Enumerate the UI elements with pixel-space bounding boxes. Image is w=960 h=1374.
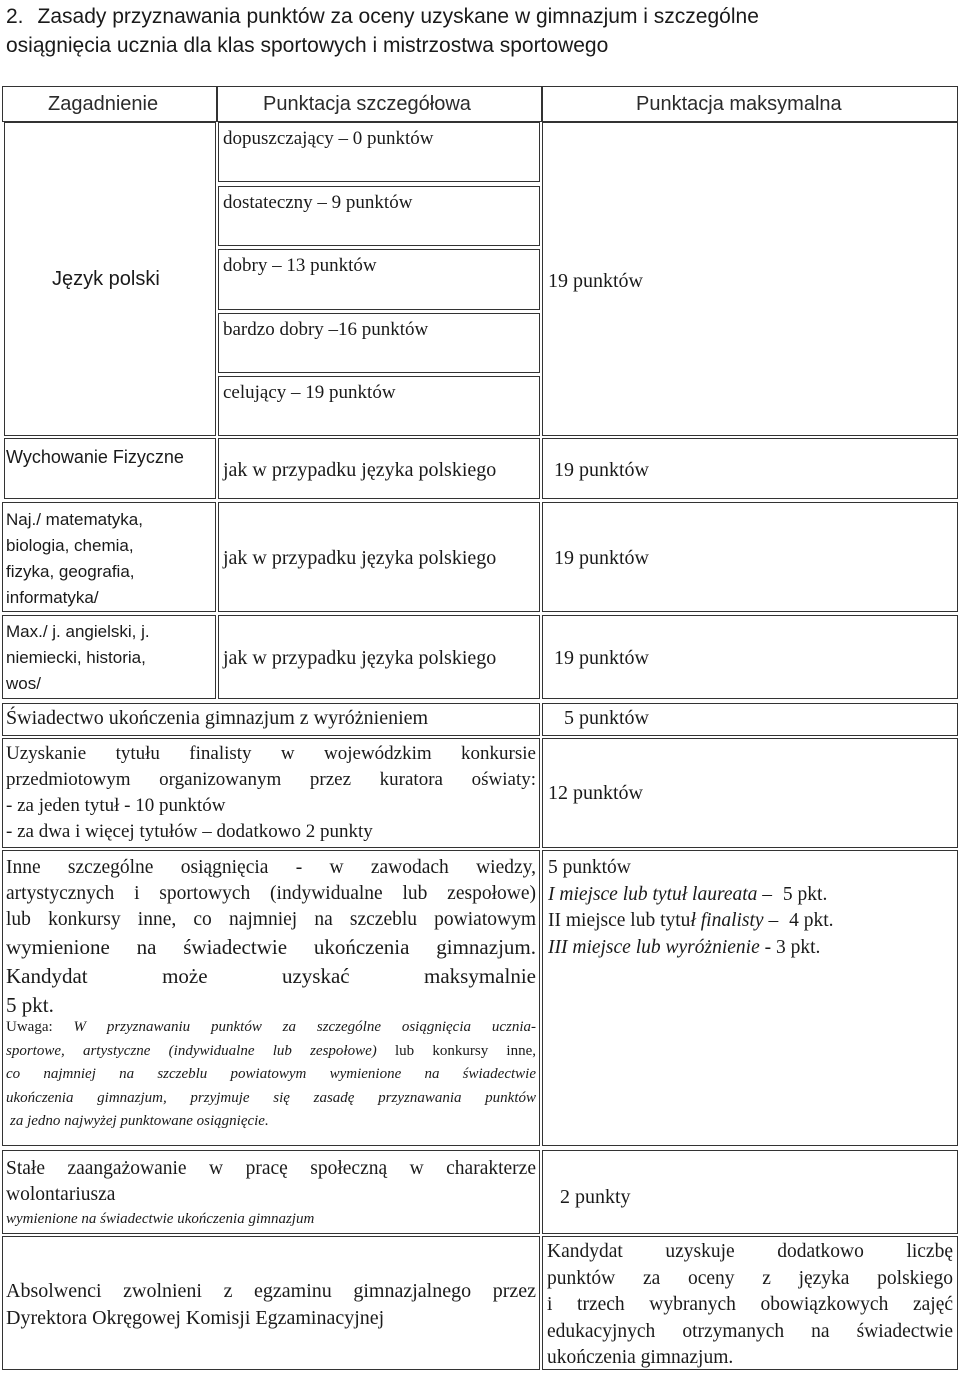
certificate-label: Świadectwo ukończenia gimnazjum z wyróżnieniem <box>6 707 429 729</box>
languages-max: 19 punktów <box>554 647 649 669</box>
note-text-e: ukończenia gimnazjum, przyjmuje się zasadę przyznawania punktów <box>6 1089 536 1106</box>
achievements-max-4 <box>548 935 833 962</box>
achievements-line-3: lub konkursy inne, co najmniej na szczeblu powiatowym <box>6 909 536 930</box>
grade-4: bardzo dobry –16 punktów <box>223 319 429 340</box>
section-heading <box>6 2 946 60</box>
pe-max: 19 punktów <box>554 459 649 481</box>
note-line-2 <box>6 1040 536 1064</box>
languages-detail: jak w przypadku języka polskiego <box>223 647 497 669</box>
achievements-max-2 <box>548 882 833 909</box>
header-topic: Zagadnienie <box>48 93 159 115</box>
languages-subject <box>6 619 150 697</box>
exempt-max-3: i trzech wybranych obowiązkowych zajęć <box>547 1294 953 1315</box>
header-detail: Punktacja szczegółowa <box>263 93 471 115</box>
achievements-text <box>6 855 536 1019</box>
max-3-sep: – <box>768 910 779 931</box>
volunteer-line-3 <box>6 1208 536 1230</box>
exempt-max-1: Kandydat uzyskuje dodatkowo liczbę <box>547 1241 953 1262</box>
volunteer-line-1: Stałe zaangażowanie w pracę społeczną w charakterze <box>6 1158 536 1179</box>
grade-5: celujący – 19 punktów <box>223 382 396 403</box>
sciences-max: 19 punktów <box>554 547 649 569</box>
note-text-a: W przyznawaniu punktów za szczególne osiągnięcia ucznia- <box>73 1019 536 1035</box>
header-max: Punktacja maksymalna <box>636 93 842 115</box>
max-2-pts: 5 pkt. <box>782 883 828 905</box>
note-line-5 <box>6 1110 536 1134</box>
certificate-max: 5 punktów <box>564 707 649 729</box>
sciences-line-4: informatyka/ <box>6 588 99 607</box>
heading-number: 2. <box>6 5 24 28</box>
note-text-f: za jedno najwyżej punktowane osiągnięcie. <box>10 1113 269 1129</box>
sciences-line-1: Naj./ matematyka, <box>6 510 143 529</box>
note-text-d: co najmniej na szczeblu powiatowym wymienione na świadectwie <box>6 1066 536 1082</box>
polish-max: 19 punktów <box>548 270 643 292</box>
volunteer-line-3-text: wymienione na świadectwie ukończenia gimnazjum <box>6 1211 315 1227</box>
achievements-line-2: artystycznych i sportowych (indywidualne lub zespołowe) <box>6 883 536 904</box>
achievements-max <box>548 855 833 961</box>
finalist-line-4: - za dwa i więcej tytułów – dodatkowo 2 punkty <box>6 821 373 842</box>
max-3-a: II miejsce lub tytu <box>548 910 691 931</box>
finalist-line-1: Uzyskanie tytułu finalisty w wojewódzkim konkursie <box>6 743 536 764</box>
exempt-line-2: Dyrektora Okręgowej Komisji Egzaminacyjnej <box>6 1307 385 1329</box>
finalist-text <box>6 741 536 845</box>
exempt-max-4: edukacyjnych otrzymanych na świadectwie <box>547 1320 953 1342</box>
max-3-b: ł finalisty <box>690 910 764 931</box>
note-line-3 <box>6 1063 536 1087</box>
heading-text-1: Zasady przyznawania punktów za oceny uzyskane w gimnazjum i szczególne <box>37 5 759 28</box>
volunteer-max: 2 punkty <box>560 1186 631 1208</box>
exempt-text <box>6 1278 536 1332</box>
languages-line-2: niemiecki, historia, <box>6 648 146 667</box>
max-4-b: - 3 pkt. <box>764 936 821 958</box>
achievements-line-5: Kandydat może uzyskać maksymalnie <box>6 964 536 988</box>
heading-line-2: osiągnięcia ucznia dla klas sportowych i mistrzostwa sportowego <box>6 34 609 57</box>
polish-subject: Język polski <box>52 268 160 290</box>
max-2-sep: – <box>762 883 773 905</box>
finalist-max: 12 punktów <box>548 782 643 804</box>
note-text-b: sportowe, artystyczne (indywidualne lub zespołowe) <box>6 1042 377 1059</box>
achievements-line-4: wymienione na świadectwie ukończenia gimnazjum. <box>6 935 536 959</box>
note-label: Uwaga: <box>6 1019 53 1035</box>
note-text-c: lub konkursy inne, <box>394 1042 536 1059</box>
languages-line-1: Max./ j. angielski, j. <box>6 622 150 641</box>
achievements-line-1: Inne szczególne osiągnięcia - w zawodach wiedzy, <box>6 857 536 878</box>
grade-1: dopuszczający – 0 punktów <box>223 128 434 149</box>
sciences-line-3: fizyka, geografia, <box>6 562 135 581</box>
volunteer-line-2: wolontariusza <box>6 1184 116 1205</box>
pe-detail: jak w przypadku języka polskiego <box>223 459 497 481</box>
sciences-line-2: biologia, chemia, <box>6 536 134 555</box>
sciences-detail: jak w przypadku języka polskiego <box>223 547 497 569</box>
achievements-max-3 <box>548 908 833 935</box>
grade-3: dobry – 13 punktów <box>223 255 377 276</box>
max-2-text: I miejsce lub tytuł laureata <box>548 883 758 905</box>
exempt-max-5: ukończenia gimnazjum. <box>547 1347 734 1368</box>
finalist-line-3: - za jeden tytuł - 10 punktów <box>6 795 226 816</box>
exempt-line-1: Absolwenci zwolnieni z egzaminu gimnazjalnego przez <box>6 1280 536 1302</box>
achievements-max-1: 5 punktów <box>548 857 631 878</box>
achievements-line-6: 5 pkt. <box>6 993 54 1017</box>
pe-subject: Wychowanie Fizyczne <box>6 447 184 467</box>
finalist-line-2: przedmiotowym organizowanym przez kuratora oświaty: <box>6 769 536 790</box>
sciences-subject <box>6 507 143 611</box>
max-3-pts: 4 pkt. <box>789 910 834 931</box>
volunteer-text <box>6 1156 536 1230</box>
languages-line-3: wos/ <box>6 674 41 693</box>
achievements-note <box>6 1016 536 1134</box>
max-4-a: III miejsce lub wyróżnienie <box>548 936 760 958</box>
grade-2: dostateczny – 9 punktów <box>223 192 413 213</box>
exempt-max-2: punktów za oceny z języka polskiego <box>547 1267 953 1289</box>
note-line-4 <box>6 1087 536 1111</box>
heading-line-1 <box>6 2 946 31</box>
exempt-max <box>547 1239 953 1372</box>
note-line-1 <box>6 1016 536 1040</box>
